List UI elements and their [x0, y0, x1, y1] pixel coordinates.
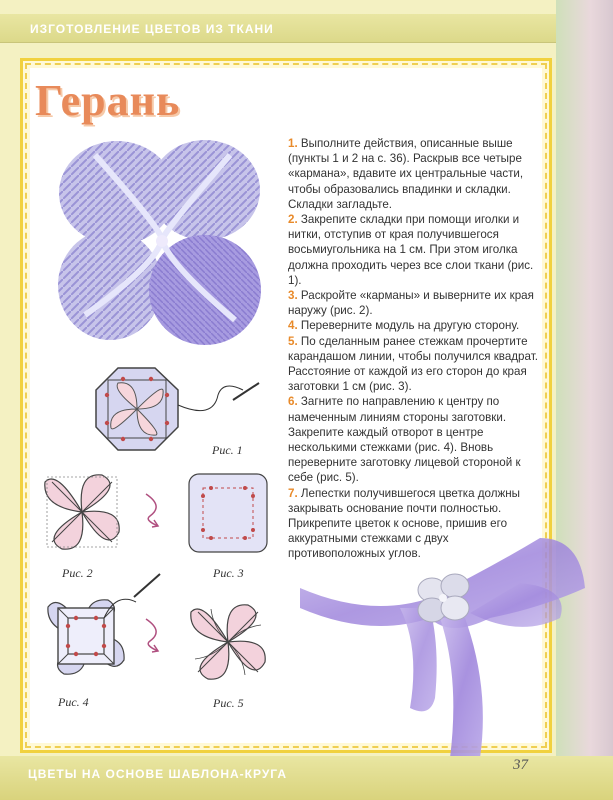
step-text: Переверните модуль на другую сторону.	[300, 319, 520, 333]
geranium-flower-photo	[55, 135, 270, 350]
step-text: Раскройте «карманы» и выверните их края наружу (рис. 2).	[288, 289, 534, 318]
step-number: 2.	[288, 213, 298, 227]
arrow-icon	[140, 490, 174, 530]
fabric-flower	[418, 574, 469, 622]
figure-2-diagram	[37, 467, 127, 557]
step-text: Выполните действия, описанные выше (пункты 1 и 2 на с. 36). Раскрыв все четыре «кармана», вдавите их центральные части, чтобы образовались впадинки и складки. Складки загладьте.	[288, 137, 524, 211]
figure-2-label: Рис. 2	[62, 566, 93, 580]
step-number: 5.	[288, 334, 298, 348]
instruction-step	[288, 334, 538, 395]
step-text: По сделанным ранее стежкам прочертите карандашом линии, чтобы получился квадрат. Расстояние от каждой из его сторон до края заготовки 1 см (рис. 3).	[288, 334, 538, 394]
step-number: 7.	[288, 486, 298, 500]
step-number: 1.	[288, 137, 298, 150]
page-title: Герань	[35, 76, 181, 125]
footer-section-title: ЦВЕТЫ НА ОСНОВЕ ШАБЛОНА-КРУГА	[28, 767, 287, 781]
step-number: 3.	[288, 289, 298, 303]
figure-3-label: Рис. 3	[213, 566, 244, 580]
instruction-step	[288, 136, 538, 212]
figure-1-label: Рис. 1	[212, 443, 243, 457]
flower-petals	[58, 140, 261, 345]
figure-4-label: Рис. 4	[58, 695, 89, 709]
scarf-with-flower-photo	[290, 528, 590, 768]
instruction-step	[288, 318, 538, 333]
page-number: 37	[513, 757, 528, 773]
step-number: 4.	[288, 319, 298, 333]
header-title: ИЗГОТОВЛЕНИЕ ЦВЕТОВ ИЗ ТКАНИ	[30, 22, 274, 36]
arrow-icon	[140, 615, 174, 655]
figure-1-octagon-diagram	[93, 365, 263, 455]
instructions-list	[288, 136, 538, 562]
figure-5-diagram	[183, 597, 273, 687]
instruction-step	[288, 212, 538, 288]
figure-3-diagram	[183, 468, 273, 558]
step-text: Закрепите складки при помощи иголки и нитки, отступив от края получившегося восьмиугольника на 1 см. При этом иголка должна проходить через все слои ткани (рис. 1).	[288, 213, 534, 287]
step-text: Загните по направлению к центру по намеченным линиям стороны заготовки. Закрепите каждый отворот в центре несколькими стежками (рис. 4). Вновь переверните заготовку лицевой стороной к себе (рис. 5).	[288, 395, 521, 485]
step-number: 6.	[288, 395, 298, 409]
figure-5-label: Рис. 5	[213, 696, 244, 710]
instruction-step	[288, 288, 538, 318]
instruction-step	[288, 394, 538, 485]
step-text: Лепестки получившегося цветка должны закрывать основание почти полностью. Прикрепите цветок к основе, пришив его аккуратными стежками с двух противоположных углов.	[288, 486, 520, 561]
